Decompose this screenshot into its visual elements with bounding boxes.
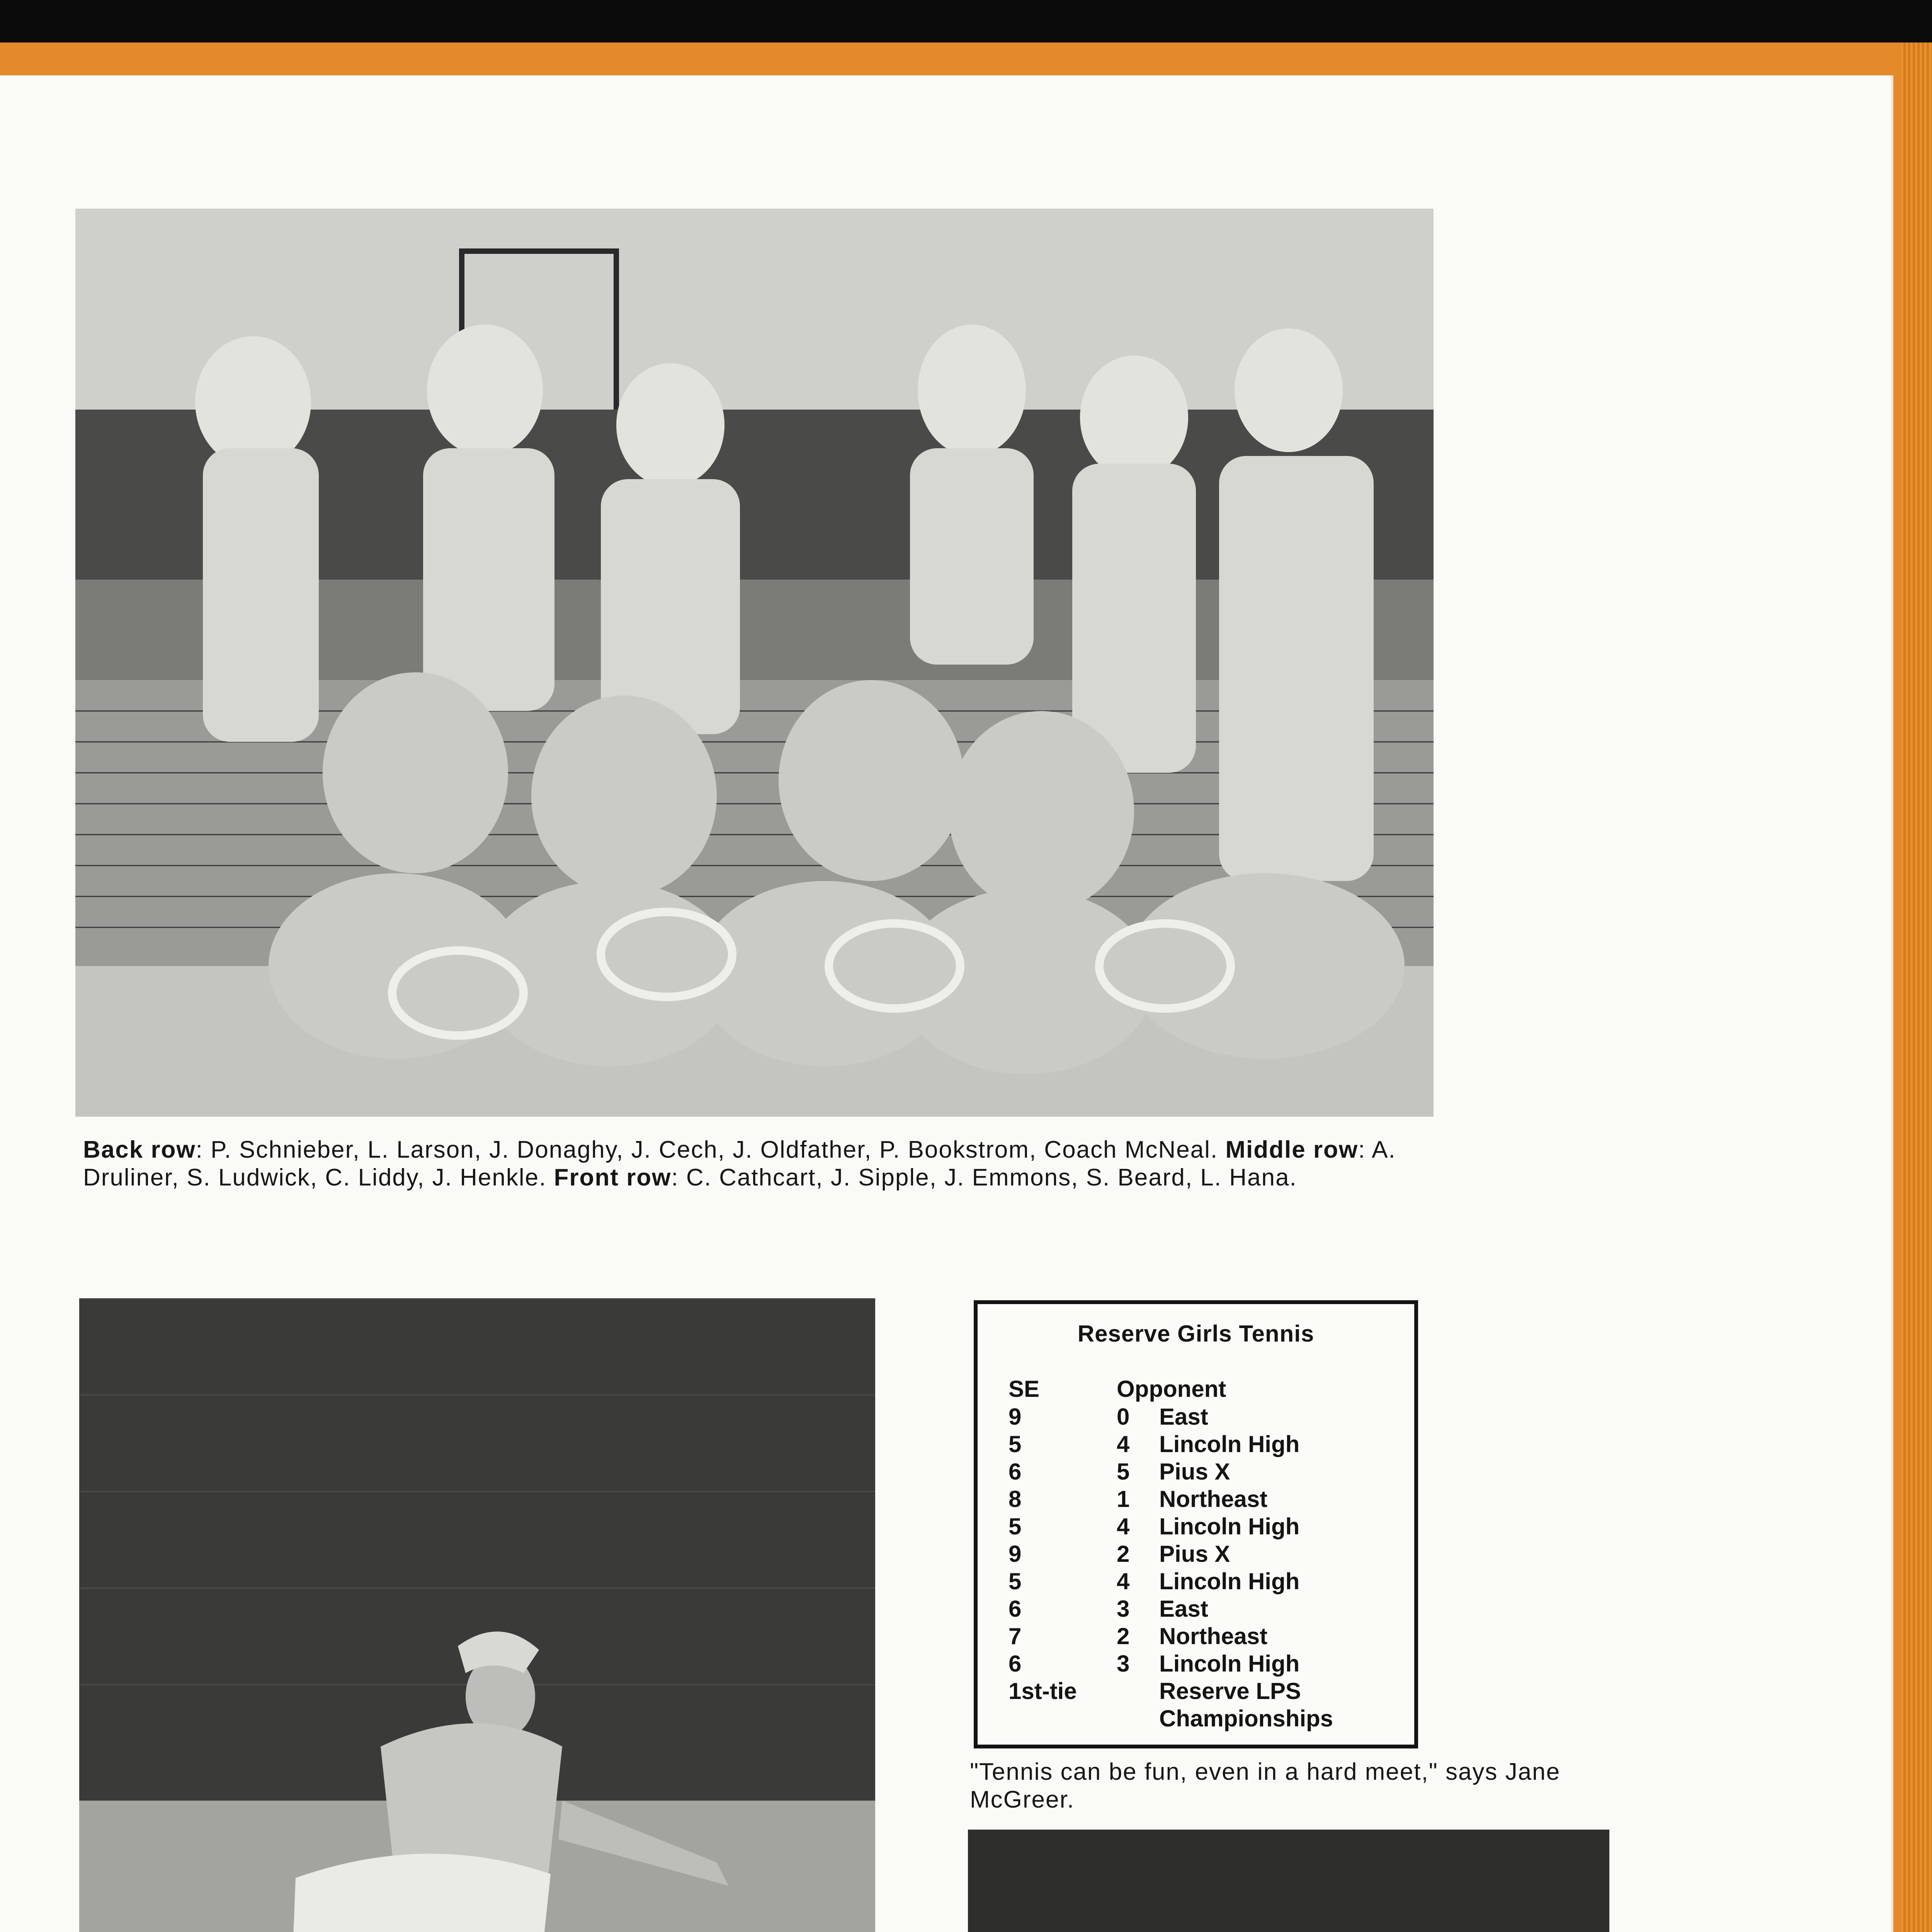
results-row [978, 1622, 1414, 1650]
opponent-score: 4 [1117, 1431, 1130, 1457]
results-row [978, 1430, 1414, 1458]
opponent-score: 3 [1117, 1596, 1130, 1622]
cech-photo-image [79, 1298, 875, 1932]
front-row-names: : C. Cathcart, J. Sipple, J. Emmons, S. Beard, L. Hana. [671, 1164, 1297, 1191]
front-row-label: Front row [554, 1164, 672, 1191]
team-photo [75, 209, 1434, 1117]
opponent-name: Lincoln High [1159, 1568, 1300, 1594]
se-score: 7 [1009, 1623, 1022, 1649]
opponent-score: 0 [1117, 1404, 1130, 1430]
results-title: Reserve Girls Tennis [1077, 1321, 1315, 1347]
se-score: 6 [1009, 1596, 1022, 1622]
book-binding-edge [1901, 43, 1932, 1932]
final-line-2: Championships [1159, 1706, 1333, 1731]
cech-photo [79, 1298, 875, 1932]
opponent-score: 4 [1117, 1568, 1130, 1594]
opponent-name: Pius X [1159, 1459, 1230, 1485]
opponent-score: 1 [1117, 1486, 1130, 1512]
team-caption [83, 1136, 1459, 1192]
opponent-name: Northeast [1159, 1486, 1268, 1512]
opponent-name: Lincoln High [1159, 1431, 1300, 1457]
opponent-score: 2 [1117, 1623, 1130, 1649]
se-score: 9 [1009, 1404, 1022, 1430]
results-row [978, 1513, 1414, 1540]
mcgreer-photo [968, 1830, 1609, 1932]
middle-row-names: : A. Druliner, S. Ludwick, C. Liddy, J. Henkle. [83, 1136, 1396, 1191]
se-score: 5 [1009, 1431, 1022, 1457]
opponent-name: Lincoln High [1159, 1651, 1300, 1677]
se-score: 6 [1009, 1459, 1022, 1485]
opponent-name: Northeast [1159, 1623, 1268, 1649]
results-row [978, 1403, 1414, 1430]
results-row [978, 1568, 1414, 1595]
back-row-label: Back row [83, 1136, 196, 1163]
results-table [974, 1300, 1418, 1748]
middle-row-label: Middle row [1225, 1136, 1359, 1163]
results-final-row [978, 1677, 1414, 1705]
back-row-names: : P. Schnieber, L. Larson, J. Donaghy, J. Cech, J. Oldfather, P. Bookstrom, Coach McNeal. [196, 1136, 1218, 1163]
team-photo-image [75, 209, 1434, 1117]
results-row [978, 1650, 1414, 1677]
opponent-score: 4 [1117, 1514, 1130, 1539]
quote-caption: "Tennis can be fun, even in a hard meet," says Jane McGreer. [970, 1759, 1561, 1813]
se-score: 8 [1009, 1486, 1022, 1512]
final-se: 1st-tie [1009, 1678, 1077, 1704]
opponent-name: Pius X [1159, 1541, 1230, 1567]
mcgreer-photo-image [968, 1830, 1609, 1932]
se-score: 9 [1009, 1541, 1022, 1567]
opponent-score: 5 [1117, 1459, 1130, 1485]
results-final-row-2 [978, 1705, 1414, 1732]
opponent-score: 3 [1117, 1651, 1130, 1677]
results-row [978, 1540, 1414, 1568]
opponent-name: East [1159, 1596, 1208, 1622]
yearbook-page [0, 75, 1893, 1932]
se-score: 6 [1009, 1651, 1022, 1677]
results-row [978, 1485, 1414, 1513]
final-line-1: Reserve LPS [1159, 1678, 1301, 1704]
opponent-score: 2 [1117, 1541, 1130, 1567]
results-row [978, 1458, 1414, 1485]
opponent-name: East [1159, 1404, 1208, 1430]
results-row [978, 1595, 1414, 1622]
se-score: 5 [1009, 1514, 1022, 1539]
se-score: 5 [1009, 1568, 1022, 1594]
opponent-name: Lincoln High [1159, 1514, 1300, 1539]
opponent-column-header: Opponent [1117, 1376, 1226, 1402]
se-column-header: SE [1009, 1376, 1040, 1402]
